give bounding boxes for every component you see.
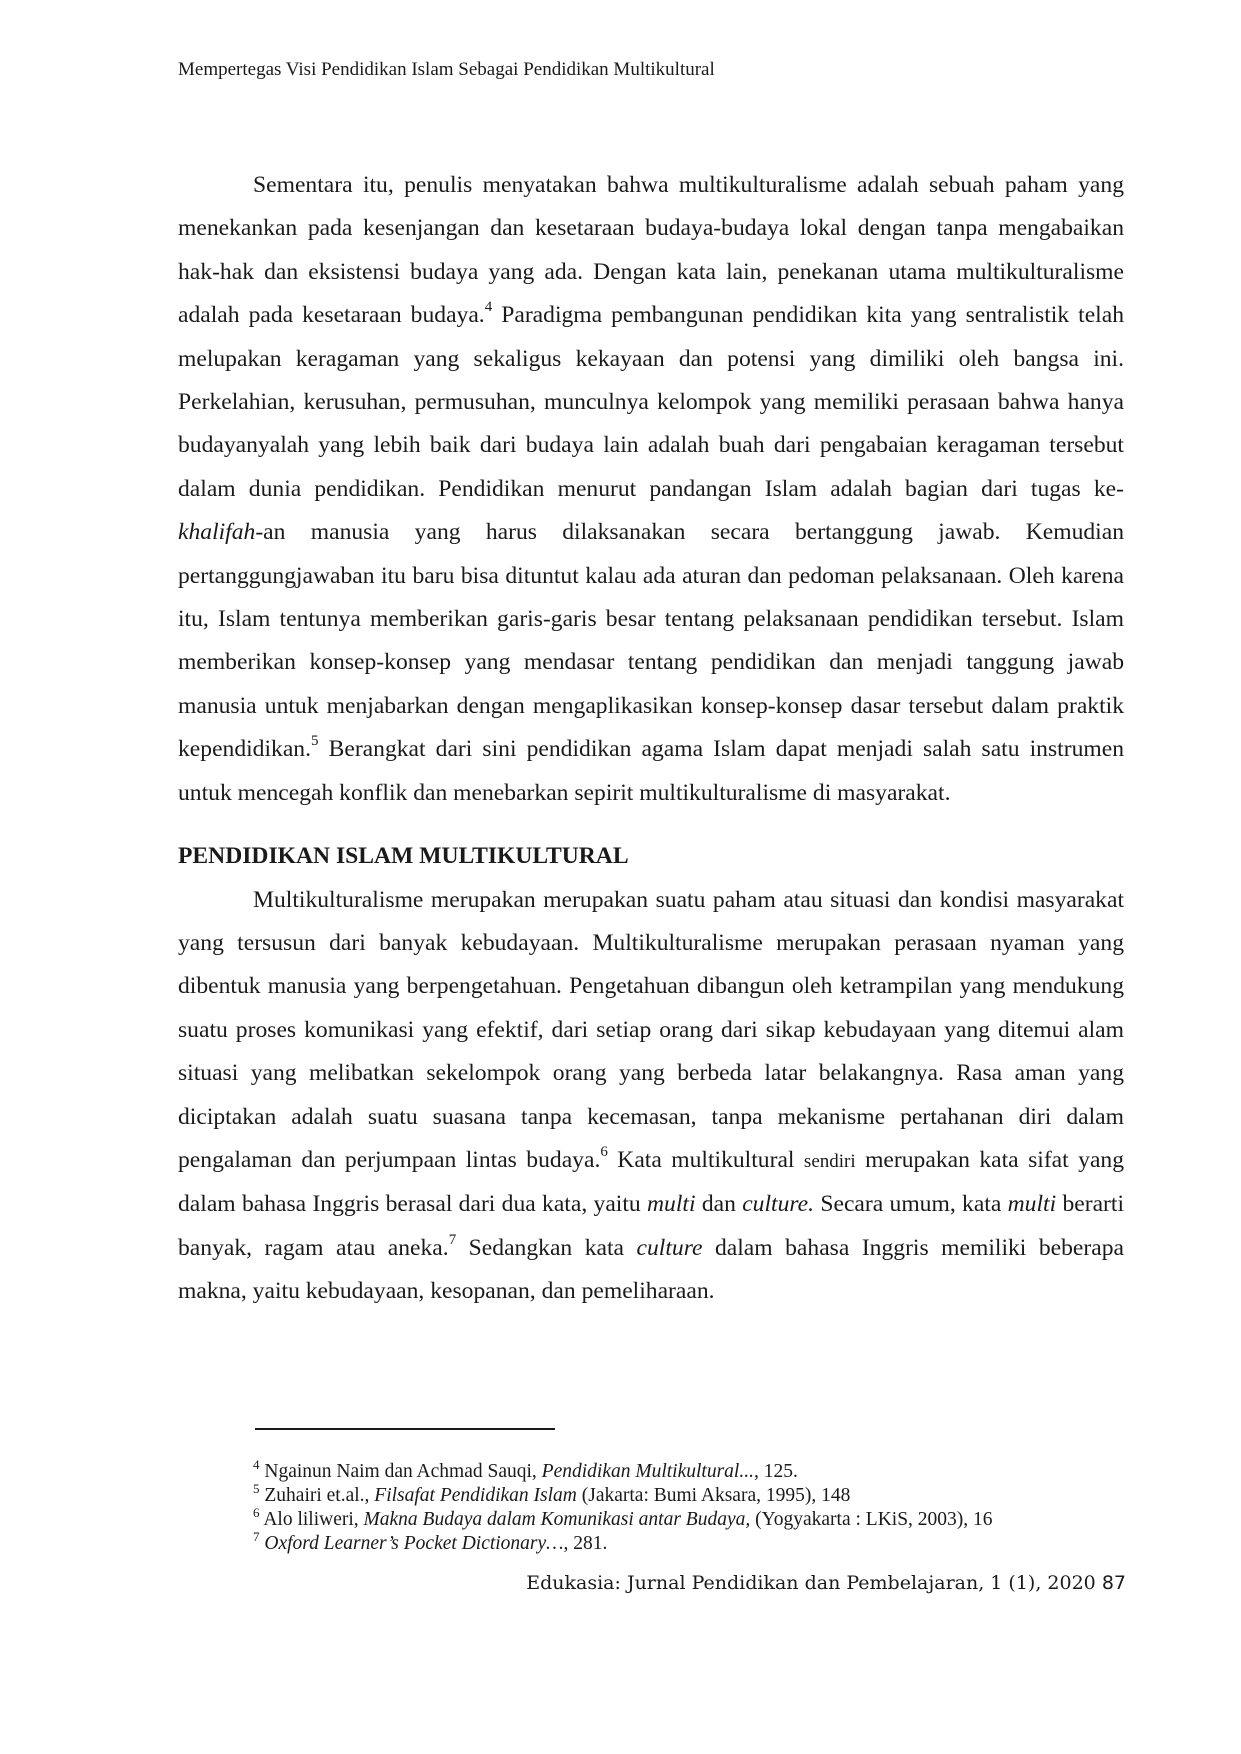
footnote-ref-7: 7 [448,1231,457,1248]
footnote-4 [253,1456,1153,1484]
paragraph-2-text-d: dan [695,1191,743,1218]
footnote-detail: , 281. [563,1533,608,1554]
paragraph-1-text-b: Paradigma pembangunan pendidikan kita yang sentralistik telah melupakan keragaman yang sekaligus kekayaan dan potensi yang dimiliki oleh bangsa ini. Perkelahian, kerusuhan, permusuhan, munculnya kelompok yang memiliki perasaan bahwa hanya budayanyalah yang lebih baik dari budaya lain adalah buah dari pengabaian keragaman tersebut dalam dunia pendidikan. Pendidikan menurut pandangan Islam adalah bagian dari tugas ke- [178,302,1124,502]
term-khalifah: khalifah [178,519,256,546]
paragraph-1-text-a: Sementara itu, penulis menyatakan bahwa multikulturalisme adalah sebuah paham yang menekankan pada kesenjangan dan kesetaraan budaya-budaya lokal dengan tanpa mengabaikan hak-hak dan eksistensi budaya yang ada. Dengan kata lain, penekanan utama multikulturalisme adalah pada kesetaraan budaya. [178,172,1124,329]
footnote-author: Ngainun Naim dan Achmad Sauqi, [264,1461,542,1482]
paragraph-2-text-c: merupakan kata sifat yang dalam bahasa Inggris berasal dari dua kata, yaitu [178,1146,1125,1218]
footnote-ref-5: 5 [311,733,319,750]
footnote-number: 4 [253,1456,260,1472]
footnotes [253,1456,1153,1556]
footnote-ref-6: 6 [600,1144,608,1161]
footnote-ref-4: 4 [484,299,493,316]
footnote-detail: (Jakarta: Bumi Aksara, 1995), 148 [576,1485,851,1506]
term-multi: multi [647,1191,696,1218]
footnote-5 [253,1480,1153,1508]
journal-footer [526,1570,1126,1596]
term-culture: culture [636,1234,703,1261]
term-multi: multi [1007,1191,1057,1218]
body-text [178,164,1124,1314]
page-number: 87 [1101,1572,1126,1594]
paragraph-2-text-b: Kata multikultural [607,1146,804,1173]
paragraph-2-text-f: berarti banyak, ragam atau aneka. [178,1191,1125,1261]
footnote-number: 6 [253,1504,260,1520]
paragraph-2 [178,879,1124,1314]
footnote-author: Zuhairi et.al., [264,1485,375,1506]
paragraph-1 [178,164,1124,815]
paragraph-2-text-g: Sedangkan kata [456,1234,637,1261]
footnote-number: 5 [253,1480,260,1496]
footnote-title: Pendidikan Multikultural... [541,1461,754,1482]
running-head: Mempertegas Visi Pendidikan Islam Sebagai Pendidikan Multikultural [178,59,715,80]
term-culture: culture. [742,1191,815,1218]
footnote-title: Oxford Learner’s Pocket Dictionary… [264,1533,564,1554]
word-sendiri: sendiri [803,1150,856,1172]
footnote-author: Alo liliweri, [263,1509,364,1530]
footnote-7 [253,1528,1153,1556]
footnote-number: 7 [253,1528,260,1544]
footnote-detail: (Yogyakarta : LKiS, 2003), 16 [750,1509,993,1530]
footnote-divider [255,1428,555,1430]
paragraph-1-text-c: -an manusia yang harus dilaksanakan secara bertanggung jawab. Kemudian pertanggungjawaban itu baru bisa dituntut kalau ada aturan dan pedoman pelaksanaan. Oleh karena itu, Islam tentunya memberikan garis-garis besar tentang pelaksanaan pendidikan tersebut. Islam memberikan konsep-konsep yang mendasar tentang pendidikan dan menjadi tanggung jawab manusia untuk menjabarkan dengan mengaplikasikan konsep-konsep dasar tersebut dalam praktik kependidikan. [178,519,1124,763]
section-heading: PENDIDIKAN ISLAM MULTIKULTURAL [178,843,629,870]
paragraph-2-text-h: dalam bahasa Inggris memiliki beberapa makna, yaitu kebudayaan, kesopanan, dan pemeliharaan. [178,1234,1124,1305]
paragraph-1-text-d: Berangkat dari sini pendidikan agama Islam dapat menjadi salah satu instrumen untuk mencegah konflik dan menebarkan sepirit multikulturalisme di masyarakat. [178,736,1124,806]
paragraph-2-text-e: Secara umum, kata [814,1191,1008,1218]
footnote-6 [253,1504,1153,1532]
paragraph-2-text-a: Multikulturalisme merupakan merupakan suatu paham atau situasi dan kondisi masyarakat yang tersusun dari banyak kebudayaan. Multikulturalisme merupakan perasaan nyaman yang dibentuk manusia yang berpengetahuan. Pengetahuan dibangun oleh ketrampilan yang mendukung suatu proses komunikasi yang efektif, dari setiap orang dari sikap kebudayaan yang ditemui alam situasi yang melibatkan sekelompok orang yang berbeda latar belakangnya. Rasa aman yang diciptakan adalah suatu suasana tanpa kecemasan, tanpa mekanisme pertahanan diri dalam pengalaman dan perjumpaan lintas budaya. [178,886,1124,1173]
journal-citation: Edukasia: Jurnal Pendidikan dan Pembelajaran, 1 (1), 2020 [526,1572,1102,1594]
footnote-detail: , 125. [753,1461,798,1482]
footnote-title: Makna Budaya dalam Komunikasi antar Budaya, [363,1509,751,1530]
footnote-title: Filsafat Pendidikan Islam [374,1485,577,1506]
